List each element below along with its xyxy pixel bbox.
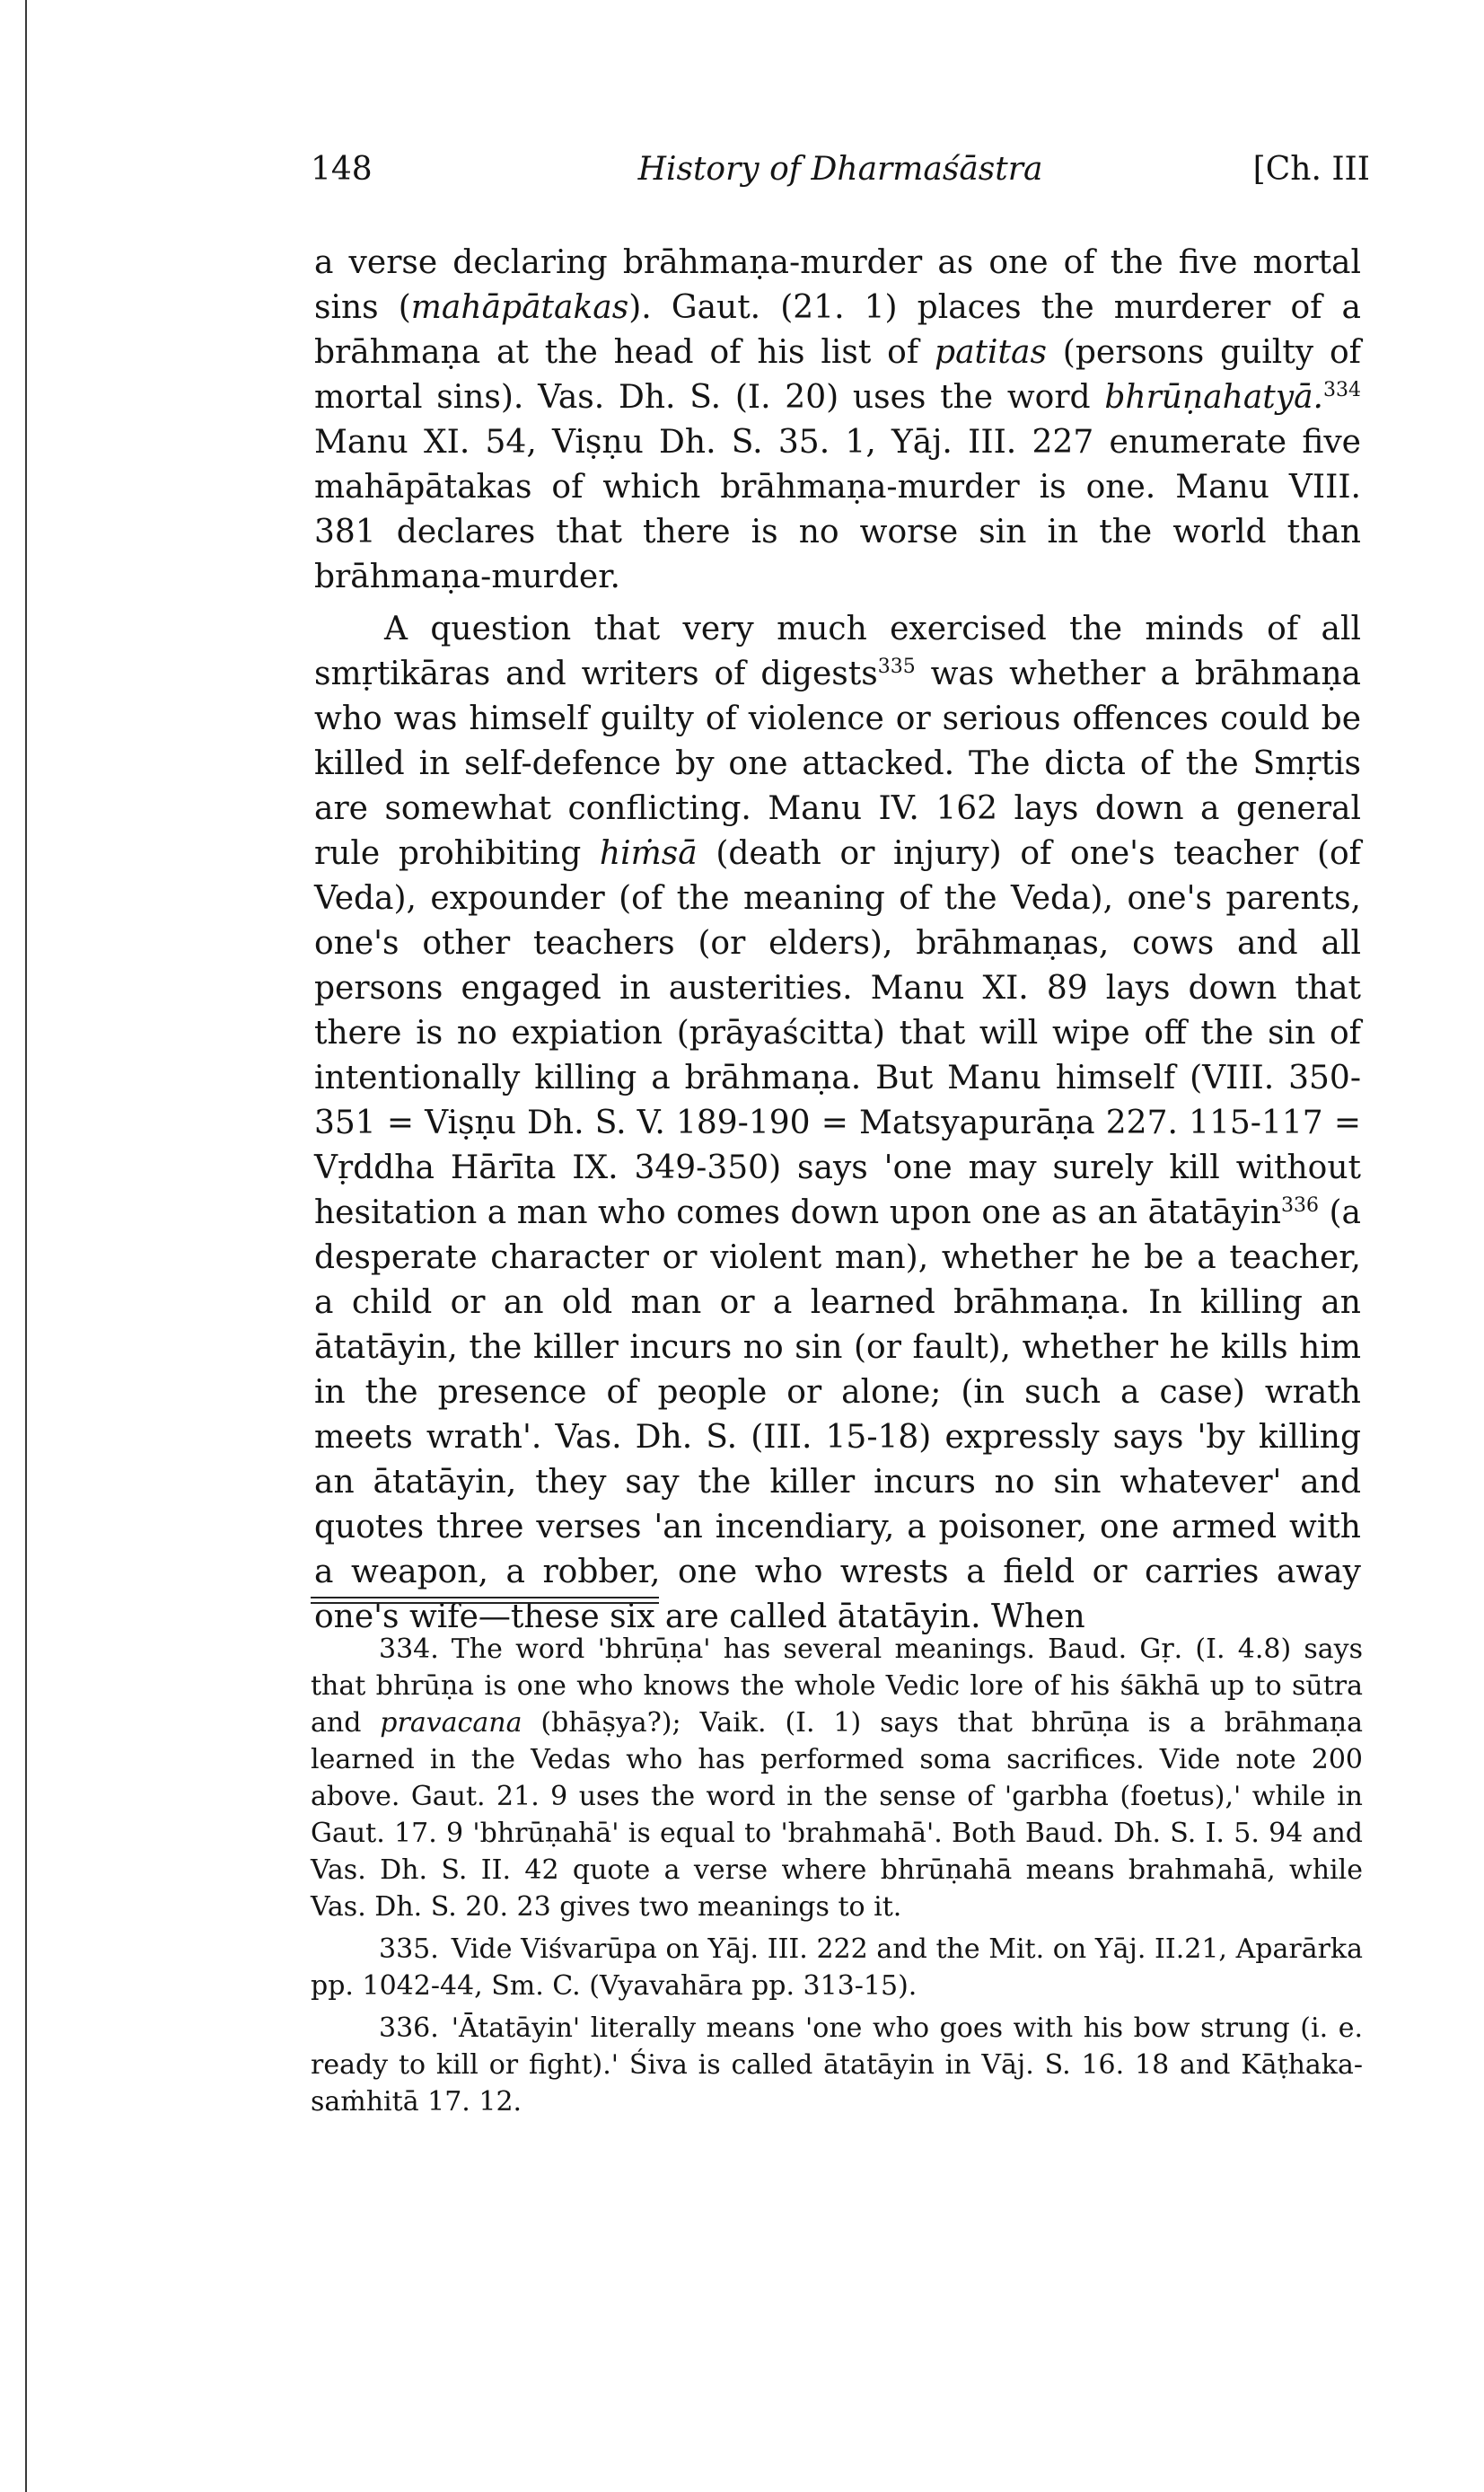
page-number: 148 [311, 151, 373, 188]
text-run: Vide Viśvarūpa on Yāj. III. 222 and the Mit. on Yāj. II.21, Aparārka pp. 1042-44, Sm. C. (Vyavahāra pp. 313-15). [311, 1933, 1363, 2002]
italic-term: hiṁsā [599, 835, 698, 872]
italic-term: patitas [935, 334, 1047, 371]
text-run: Manu XI. 54, Viṣṇu Dh. S. 35. 1, Yāj. III. 227 enumerate five mahāpātakas of which brāhmaṇa-murder is one. Manu VIII. 381 declares that there is no worse sin in the world than brāhmaṇa-murder. [314, 424, 1361, 595]
text-run: (a desperate character or violent man), whether he be a teacher, a child or an old man or a learned brāhmaṇa. In killing an ātatāyin, the killer incurs no sin (or fault), whether he kills him in the presence of people or alone; (in such a case) wrath meets wrath'. Vas. Dh. S. (III. 15-18) expressly says 'by killing an ātatāyin, they say the killer incurs no sin whatever' and quotes three verses 'an incendiary, a poisoner, one armed with a weapon, a robber, one who wrests a field or carries away one's wife—these six are called ātatāyin. When [314, 1194, 1362, 1635]
page-edge-line [25, 0, 27, 2492]
text-run: was whether a brāhmaṇa who was himself guilty of violence or serious offences could be killed in self-defence by one attacked. The dicta of the Smṛtis are somewhat conflicting. Manu IV. 162 lays down a general rule prohibiting [314, 656, 1361, 872]
italic-term: pravacana [380, 1707, 522, 1739]
paragraph-2 [314, 607, 1361, 1640]
footnote-335 [311, 1931, 1363, 2004]
text-run: A question that very much exercised the minds of all smṛtikāras and writers of digests [314, 611, 1361, 692]
running-title: History of Dharmaśāstra [637, 151, 1043, 188]
footnote-336 [311, 2010, 1363, 2120]
footnote-ref-335[interactable]: 335 [877, 656, 916, 678]
italic-term: mahāpātakas [410, 289, 629, 326]
footnotes [311, 1631, 1363, 2120]
footnote-ref-336[interactable]: 336 [1280, 1194, 1319, 1217]
chapter-label: [Ch. III [1252, 151, 1370, 188]
paragraph-1 [314, 241, 1361, 600]
footnote-ref-334[interactable]: 334 [1323, 379, 1361, 401]
footnote-separator [311, 1597, 659, 1604]
italic-term: bhrūṇahatyā. [1104, 379, 1323, 416]
footnote-334 [311, 1631, 1363, 1925]
text-run: (persons guilty of mortal sins). Vas. Dh. S. (I. 20) uses the word [314, 334, 1361, 416]
text-run: a verse declaring brāhmaṇa-murder as one of the five mortal sins ( [314, 244, 1361, 326]
text-run: (bhāṣya?); Vaik. (I. 1) says that bhrūṇa is a brāhmaṇa learned in the Vedas who has performed soma sacrifices. Vide note 200 above. Gaut. 21. 9 uses the word in the sense of 'garbha (foetus),' while in Gaut. 17. 9 'bhrūṇahā' is equal to 'brahmahā'. Both Baud. Dh. S. I. 5. 94 and Vas. Dh. S. II. 42 quote a verse where bhrūṇahā means brahmahā, while Vas. Dh. S. 20. 23 gives two meanings to it. [311, 1707, 1363, 1923]
text-run: (death or injury) of one's teacher (of Veda), expounder (of the meaning of the Veda), one's parents, one's other teachers (or elders), brāhmaṇas, cows and all persons engaged in austerities. Manu XI. 89 lays down that there is no expiation (prāyaścitta) that will wipe off the sin of intentionally killing a brāhmaṇa. But Manu himself (VIII. 350-351 = Viṣṇu Dh. S. V. 189-190 = Matsyapurāṇa 227. 115-117 = Vṛddha Hārīta IX. 349-350) says 'one may surely kill without hesitation a man who comes down upon one as an ātatāyin [314, 835, 1361, 1231]
text-run: ). Gaut. (21. 1) places the murderer of a brāhmaṇa at the head of his list of [314, 289, 1361, 371]
text-run: The word 'bhrūṇa' has several meanings. Baud. Gṛ. (I. 4.8) says that bhrūṇa is one who knows the whole Vedic lore of his śākhā up to sūtra and [311, 1633, 1363, 1739]
running-header [311, 151, 1370, 205]
footnote-number: 334. [379, 1633, 439, 1665]
footnote-number: 336. [379, 2012, 439, 2044]
main-text [314, 241, 1361, 1640]
footnote-number: 335. [379, 1933, 439, 1965]
text-run: 'Ātatāyin' literally means 'one who goes with his bow strung (i. e. ready to kill or fight).' Śiva is called ātatāyin in Vāj. S. 16. 18 and Kāṭhaka-saṁhitā 17. 12. [311, 2012, 1363, 2118]
